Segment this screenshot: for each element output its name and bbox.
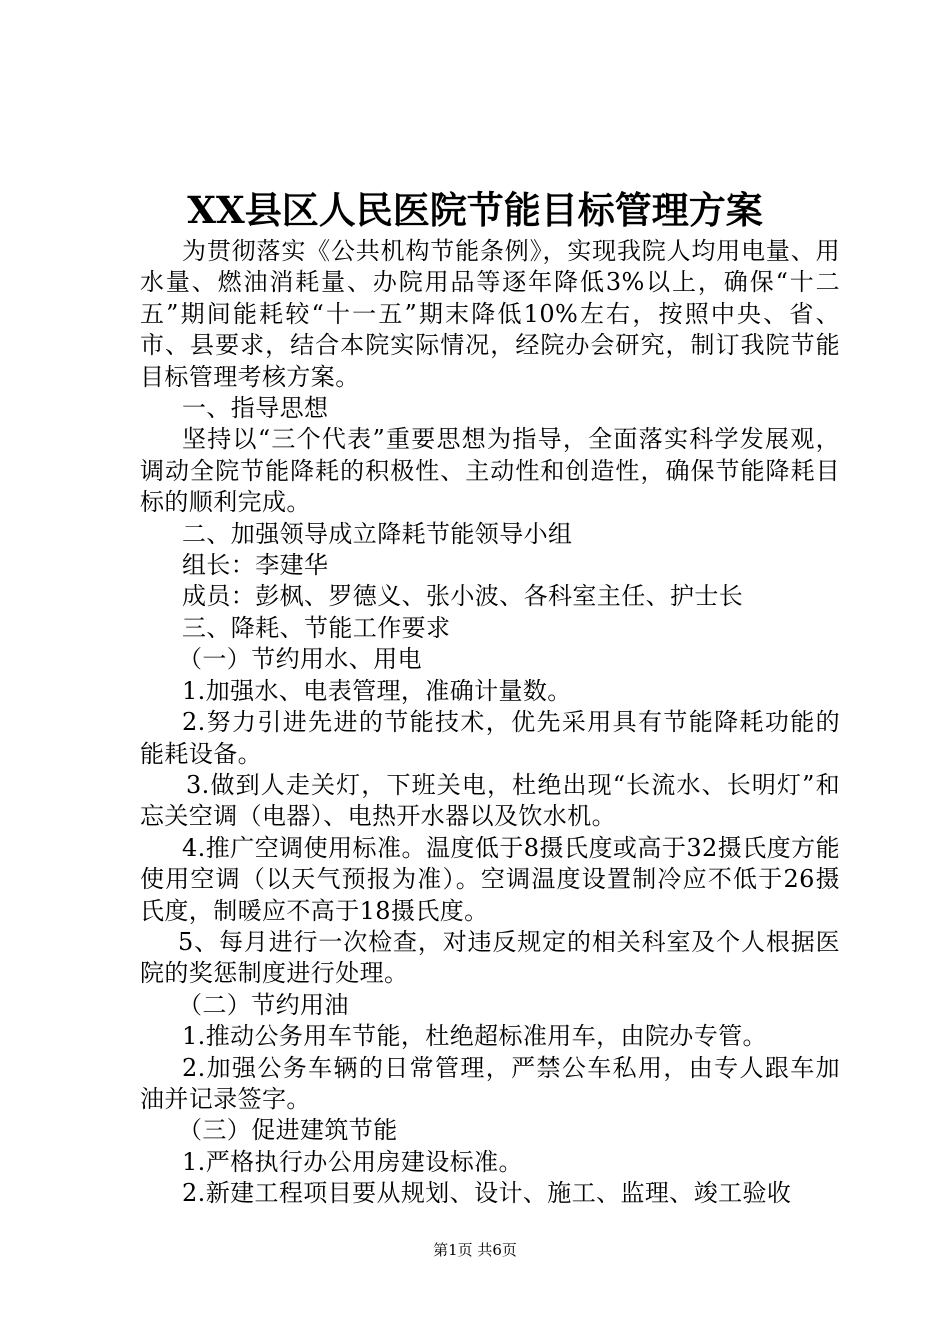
- list-item: 3.做到人走关灯，下班关电，杜绝出现“长流水、长明灯”和忘关空调（电器）、电热开水器以及饮水机。: [140, 770, 840, 831]
- subsection-heading-building: （三）促进建筑节能: [178, 1116, 398, 1145]
- section-heading-leadership-group: 二、加强领导成立降耗节能领导小组: [182, 519, 573, 548]
- document-body: [140, 236, 840, 1210]
- list-item: 2.新建工程项目要从规划、设计、施工、监理、竣工验收: [182, 1179, 792, 1208]
- list-item: 1.加强水、电表管理，准确计量数。: [182, 676, 572, 705]
- group-leader-line: 组长：李建华: [182, 551, 329, 580]
- section-heading-guiding-ideology: 一、指导思想: [182, 394, 329, 423]
- list-item: 1.严格执行办公用房建设标准。: [182, 1147, 523, 1176]
- document-title: XX县区人民医院节能目标管理方案: [187, 188, 763, 232]
- section-heading-requirements: 三、降耗、节能工作要求: [182, 613, 451, 642]
- subsection-heading-fuel: （二）节约用油: [178, 990, 349, 1019]
- list-item: 2.加强公务车辆的日常管理，严禁公车私用，由专人跟车加油并记录签字。: [140, 1053, 840, 1113]
- list-item: 5、每月进行一次检查，对违反规定的相关科室及个人根据医院的奖惩制度进行处理。: [140, 927, 840, 988]
- group-members-line: 成员：彭枫、罗德义、张小波、各科室主任、护士长: [182, 582, 744, 611]
- page-footer: 第1页 共6页: [433, 1241, 517, 1259]
- guiding-ideology-paragraph: 坚持以“三个代表”重要思想为指导，全面落实科学发展观，调动全院节能降耗的积极性、主动性和创造性，确保节能降耗目标的顺利完成。: [140, 425, 840, 517]
- list-item: 1.推动公务用车节能，杜绝超标准用车，由院办专管。: [182, 1022, 767, 1051]
- list-item: 2.努力引进先进的节能技术，优先采用具有节能降耗功能的能耗设备。: [140, 708, 840, 768]
- subsection-heading-water-electricity: （一）节约用水、用电: [178, 645, 422, 674]
- list-item: 4.推广空调使用标准。温度低于8摄氏度或高于32摄氏度方能使用空调（以天气预报为准）。空调温度设置制冷应不低于26摄氏度，制暖应不高于18摄氏度。: [140, 833, 840, 925]
- intro-paragraph: 为贯彻落实《公共机构节能条例》，实现我院人均用电量、用水量、燃油消耗量、办院用品等逐年降低3%以上，确保“十二五”期间能耗较“十一五”期末降低10%左右，按照中央、省、市、县要求，结合本院实际情况，经院办会研究，制订我院节能目标管理考核方案。: [140, 237, 840, 391]
